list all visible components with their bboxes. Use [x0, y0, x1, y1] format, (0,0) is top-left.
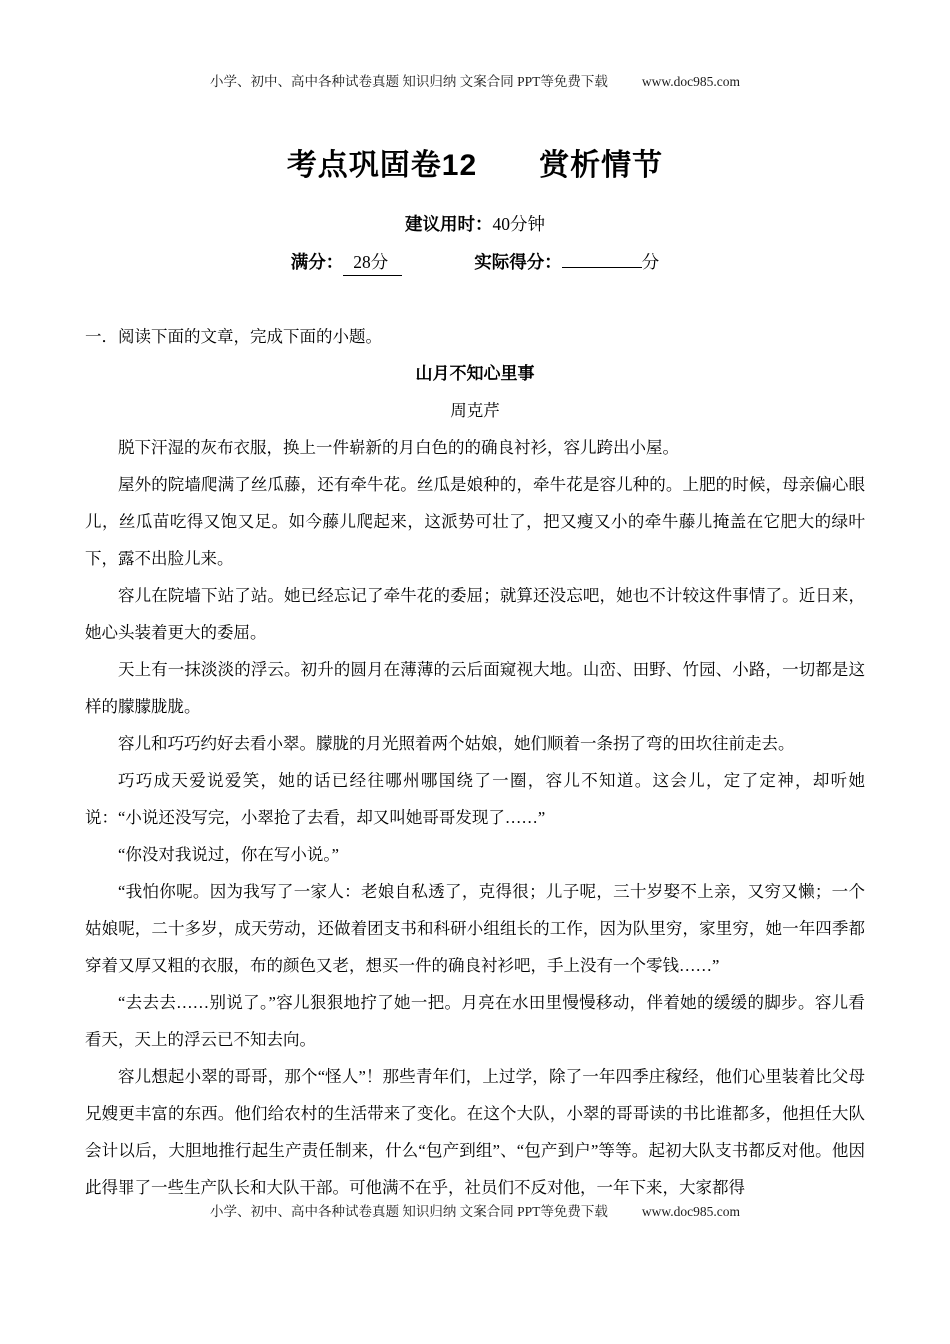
full-score-value: 28分 [343, 250, 402, 276]
article-paragraph: “去去去……别说了。”容儿狠狠地拧了她一把。月亮在水田里慢慢移动，伴着她的缓缓的脚步。容儿看看天，天上的浮云已不知去向。 [85, 993, 865, 1049]
time-label: 建议用时： [405, 214, 493, 234]
article-paragraph: 脱下汗湿的灰布衣服，换上一件崭新的月白色的的确良衬衫，容儿跨出小屋。 [118, 438, 679, 457]
header-site-url: www.doc985.com [641, 74, 740, 89]
header-sites-text: 小学、初中、高中各种试卷真题 知识归纳 文案合同 PPT等免费下载 [210, 74, 608, 89]
time-value: 40分钟 [492, 214, 545, 234]
section-instruction: 一．阅读下面的文章，完成下面的小题。 [85, 327, 382, 346]
actual-score-fill-in-blank [562, 251, 642, 269]
actual-score-label: 实际得分： [474, 252, 562, 272]
page-header [0, 70, 950, 90]
article-paragraph: 天上有一抹淡淡的浮云。初升的圆月在薄薄的云后面窥视大地。山峦、田野、竹园、小路，一切都是这样的朦朦胧胧。 [85, 660, 865, 716]
article-title: 山月不知心里事 [415, 364, 535, 383]
actual-score-suffix: 分 [641, 252, 660, 272]
article-content [85, 318, 865, 1206]
score-line [85, 250, 865, 276]
suggested-time-line [85, 212, 865, 236]
article-author: 周克芹 [450, 401, 500, 420]
article-paragraph: “你没对我说过，你在写小说。” [118, 845, 339, 864]
article-paragraph: 容儿和巧巧约好去看小翠。朦胧的月光照着两个姑娘，她们顺着一条拐了弯的田坎往前走去。 [118, 734, 795, 753]
footer-site-url: www.doc985.com [641, 1204, 740, 1219]
article-paragraph: 巧巧成天爱说爱笑，她的话已经往哪州哪国绕了一圈，容儿不知道。这会儿，定了定神，却听她说：“小说还没写完，小翠抢了去看，却又叫她哥哥发现了……” [85, 771, 865, 827]
page-title: 考点巩固卷12 赏析情节 [286, 149, 664, 182]
article-paragraph: 容儿想起小翠的哥哥，那个“怪人”！那些青年们，上过学，除了一年四季庄稼经，他们心里装着比父母兄嫂更丰富的东西。他们给农村的生活带来了变化。在这个大队，小翠的哥哥读的书比谁都多，他担任大队会计以后，大胆地推行起生产责任制来，什么“包产到组”、“包产到户”等等。起初大队支书都反对他。他因此得罪了一些生产队长和大队干部。可他满不在乎，社员们不反对他，一年下来，大家都得 [85, 1067, 865, 1197]
footer-sites-text: 小学、初中、高中各种试卷真题 知识归纳 文案合同 PPT等免费下载 [210, 1204, 608, 1219]
article-paragraph: “我怕你呢。因为我写了一家人：老娘自私透了，克得很；儿子呢，三十岁娶不上亲，又穷又懒；一个姑娘呢，二十多岁，成天劳动，还做着团支书和科研小组组长的工作，因为队里穷，家里穷，她一年四季都穿着又厚又粗的衣服，布的颜色又老，想买一件的确良衬衫吧，手上没有一个零钱……” [85, 882, 865, 975]
page-footer [0, 1200, 950, 1220]
article-paragraph: 屋外的院墙爬满了丝瓜藤，还有牵牛花。丝瓜是娘种的，牵牛花是容儿种的。上肥的时候，母亲偏心眼儿，丝瓜苗吃得又饱又足。如今藤儿爬起来，这派势可壮了，把又瘦又小的牵牛藤儿掩盖在它肥大的绿叶下，露不出脸儿来。 [85, 475, 865, 568]
article-paragraph: 容儿在院墙下站了站。她已经忘记了牵牛花的委屈；就算还没忘吧，她也不计较这件事情了。近日来，她心头装着更大的委屈。 [85, 586, 865, 642]
full-score-label: 满分： [290, 252, 344, 272]
